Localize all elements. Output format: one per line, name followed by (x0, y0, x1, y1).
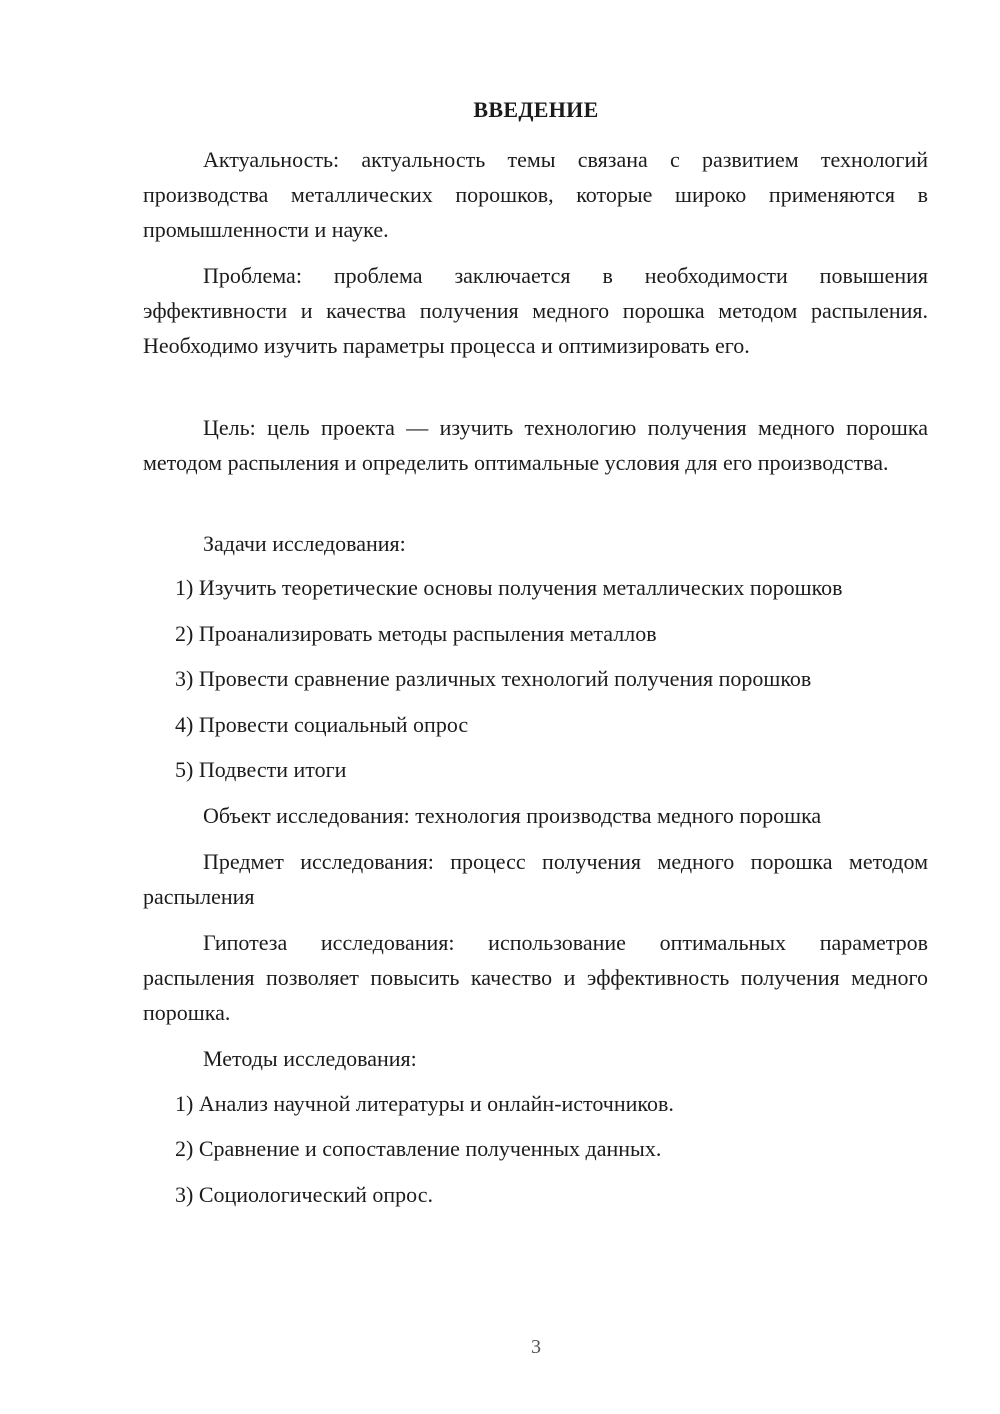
method-item: 1) Анализ научной литературы и онлайн-источников. (175, 1091, 674, 1116)
hypothesis-paragraph: Гипотеза исследования: использование оптимальных параметров распыления позволяет повысить качество и эффективность получения медного порошка. (143, 930, 928, 1025)
task-item: 4) Провести социальный опрос (175, 712, 469, 737)
task-item: 2) Проанализировать методы распыления металлов (175, 621, 657, 646)
task-item: 3) Провести сравнение различных технологий получения порошков (175, 666, 812, 691)
methods-heading: Методы исследования: (203, 1046, 417, 1071)
page-number: 3 (531, 1336, 541, 1358)
method-item: 2) Сравнение и сопоставление полученных данных. (175, 1136, 662, 1161)
relevance-paragraph: Актуальность: актуальность темы связана с развитием технологий производства металлических порошков, которые широко применяются в промышленности и науке. (143, 147, 928, 242)
task-item: 5) Подвести итоги (175, 757, 347, 782)
page-title: ВВЕДЕНИЕ (473, 97, 599, 122)
problem-paragraph: Проблема: проблема заключается в необходимости повышения эффективности и качества получения медного порошка методом распыления. Необходимо изучить параметры процесса и оптимизировать его. (143, 263, 928, 358)
subject-paragraph: Предмет исследования: процесс получения медного порошка методом распыления (143, 849, 928, 909)
method-item: 3) Социологический опрос. (175, 1182, 433, 1207)
task-item: 1) Изучить теоретические основы получения металлических порошков (175, 575, 843, 600)
goal-paragraph: Цель: цель проекта — изучить технологию получения медного порошка методом распыления и определить оптимальные условия для его производства. (143, 415, 928, 475)
tasks-heading: Задачи исследования: (203, 531, 406, 556)
object-paragraph: Объект исследования: технология производства медного порошка (203, 803, 822, 828)
